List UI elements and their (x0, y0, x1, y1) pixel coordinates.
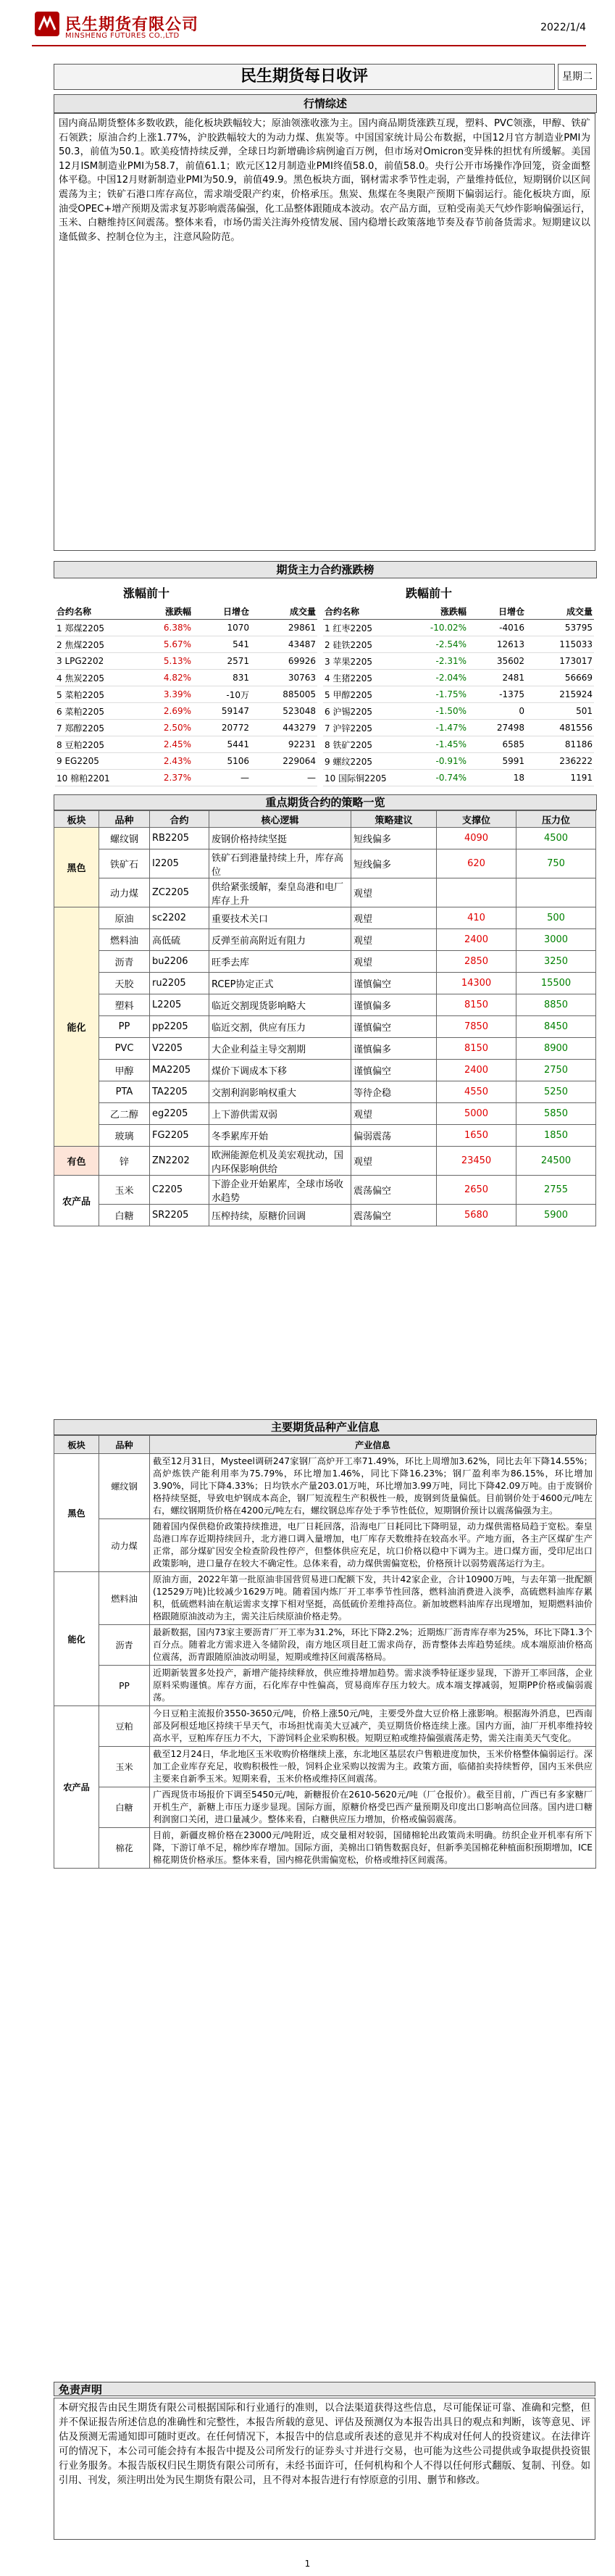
contract-row (55, 720, 317, 736)
list-header-row (55, 603, 317, 620)
core-logic: 临近交割，供应有压力 (209, 1016, 351, 1038)
resistance-level (516, 878, 596, 907)
column-header: 合约 (150, 811, 209, 828)
core-logic: 上下游供需双弱 (209, 1103, 351, 1125)
products-heading: 主要期货品种产业信息 (54, 1419, 597, 1435)
change-pct: 6.38% (142, 620, 193, 636)
product-info-row (54, 1828, 596, 1869)
contract-name: 6 菜粕2205 (55, 703, 142, 720)
market-review-text: 国内商品期货整体多数收跌，能化板块跌幅较大；原油领涨收涨为主。国内商品期货涨跌互现，塑料、PVC领涨，甲醇、铁矿石领跌；原油合约上涨1.77%，沪胶跌幅较大的为动力煤、焦炭等。中国国家统计局公布数据，中国12月官方制造业PMI为50.3，前值为50.1。欧美疫情持续反弹，全球日均新增确诊病例逾百万例，但市场对Omicron变异株的担忧有所缓解。美国12月ISM制造业PMI为58.7，前值61.1；欧元区12月制造业PMI终值58.0，前值58.0。央行公开市场操作净回笼，资金面整体平稳。中国12月财新制造业PMI为50.9，前值49.9。黑色板块方面，钢材需求季节性走弱，产量维持低位，短期钢价以区间震荡为主；铁矿石港口库存高位，需求端受限产约束，价格承压。焦炭、焦煤在冬奥限产预期下偏弱运行。能化板块方面，原油受OPEC+增产预期及需求复苏影响震荡偏强，化工品整体跟随成本波动。农产品方面，豆粕受南美天气炒作影响偏强运行，玉米、白糖维持区间震荡。整体来看，市场仍需关注海外疫情发展、国内稳增长政策落地节奏及春节前备货需求。短期建议以逢低做多、控制仓位为主，注意风险防范。 (54, 113, 595, 551)
support-level: 410 (437, 907, 516, 929)
contract-name: 2 硅铁2205 (323, 636, 413, 653)
contract-code: FG2205 (150, 1125, 209, 1147)
product-name: 玉米 (99, 1747, 150, 1787)
contract-code: SR2205 (150, 1205, 209, 1226)
contract-row (55, 753, 317, 770)
contract-name: 1 红枣2205 (323, 620, 413, 636)
support-level: 2400 (437, 1060, 516, 1081)
contract-name: 8 豆粕2205 (55, 736, 142, 753)
product-name: 白糖 (99, 1787, 150, 1828)
product-name: 沥青 (99, 1625, 150, 1666)
product-name: 螺纹钢 (99, 1454, 150, 1519)
contract-name: 7 郑醇2205 (55, 720, 142, 736)
product-name: 玻璃 (99, 1125, 150, 1147)
company-name-cn: 民生期货有限公司 (65, 16, 199, 34)
position-change: 2481 (468, 670, 526, 686)
volume: 1191 (526, 770, 594, 786)
sector-label: 农产品 (54, 1706, 99, 1869)
product-info-row (54, 1747, 596, 1787)
change-pct: -0.74% (413, 770, 468, 786)
contract-row (55, 736, 317, 753)
strategy-row (54, 1147, 596, 1176)
market-review-heading: 行情综述 (54, 94, 597, 113)
volume: 115033 (526, 636, 594, 653)
resistance-level: 3000 (516, 929, 596, 951)
contract-code: sc2202 (150, 907, 209, 929)
volume: 81186 (526, 736, 594, 753)
strategy-table (54, 810, 596, 1226)
support-level: 5000 (437, 1103, 516, 1125)
contract-name: 3 苹果2205 (323, 653, 413, 670)
volume: 53795 (526, 620, 594, 636)
change-pct: 2.50% (142, 720, 193, 736)
strategy-row (54, 1038, 596, 1060)
volume: 30763 (251, 670, 317, 686)
support-level: 2400 (437, 929, 516, 951)
core-logic: 反弹至前高附近有阻力 (209, 929, 351, 951)
industry-info: 近期新装置多处投产，新增产能持续释放，供应维持增加趋势。需求淡季特征逐步显现，下游开工率回落，企业原料采购谨慎。库存方面，石化库存中性偏高，贸易商库存压力较大。成本端支撑减弱，短期PP价格或偏弱震荡。 (150, 1666, 596, 1706)
contract-row (323, 620, 594, 636)
column-header: 板块 (54, 1436, 99, 1454)
position-change: 12613 (468, 636, 526, 653)
product-name: 玉米 (99, 1176, 150, 1205)
position-change: — (193, 770, 251, 786)
support-level: 23450 (437, 1147, 516, 1176)
strategy-advice: 观望 (351, 907, 437, 929)
resistance-level: 2755 (516, 1176, 596, 1205)
column-header: 日增仓 (193, 603, 251, 620)
strategy-advice: 谨慎偏多 (351, 1038, 437, 1060)
product-name: 锌 (99, 1147, 150, 1176)
position-change: 6585 (468, 736, 526, 753)
support-level: 2850 (437, 951, 516, 973)
report-header (0, 0, 615, 49)
contract-row (323, 770, 594, 786)
product-name: 燃料油 (99, 929, 150, 951)
strategy-advice: 观望 (351, 951, 437, 973)
contract-row (323, 720, 594, 736)
volume: 92231 (251, 736, 317, 753)
list-header-row (323, 603, 594, 620)
product-info-row (54, 1519, 596, 1572)
strategy-row (54, 878, 596, 907)
product-info-row (54, 1787, 596, 1828)
resistance-level: 2750 (516, 1060, 596, 1081)
product-name: 铁矿石 (99, 849, 150, 878)
core-logic: 煤价下调成本下移 (209, 1060, 351, 1081)
position-change: 1070 (193, 620, 251, 636)
sector-label: 农产品 (54, 1176, 99, 1226)
contract-name: 5 菜粕2205 (55, 686, 142, 703)
volume: — (251, 770, 317, 786)
contract-name: 10 国际铜2205 (323, 770, 413, 786)
industry-info: 截至12月31日，Mysteel调研247家钢厂高炉开工率71.49%，环比上周增加3.62%，同比去年下降14.55%；高炉炼铁产能利用率为75.79%，环比增加1.46%，同比下降16.23%；钢厂盈利率为86.15%，环比增加3.90%，同比下降4.33%；日均铁水产量203.01万吨，环比增加3.99万吨，同比下降42.09万吨。由于废钢价格持续坚挺，导致电炉钢成本高企，钢厂短流程生产积极性一般，废钢到货量偏低。目前钢价处于4600元/吨左右，螺纹钢期货价格在4200元/吨左右，螺纹钢总库存处于季节性低位，短期钢价预计以震荡偏强为主。 (150, 1454, 596, 1519)
product-name: PTA (99, 1081, 150, 1103)
strategy-header-row (54, 811, 596, 828)
sector-label: 能化 (54, 907, 99, 1147)
resistance-level: 1850 (516, 1125, 596, 1147)
contract-row (323, 753, 594, 770)
strategy-row (54, 1125, 596, 1147)
product-name: 白糖 (99, 1205, 150, 1226)
volume: 523048 (251, 703, 317, 720)
change-pct: -2.04% (413, 670, 468, 686)
contract-name: 10 棉粕2201 (55, 770, 142, 786)
contract-code: ZN2202 (150, 1147, 209, 1176)
resistance-level: 5900 (516, 1205, 596, 1226)
strategy-row (54, 1176, 596, 1205)
resistance-level: 8850 (516, 994, 596, 1016)
change-pct: -0.91% (413, 753, 468, 770)
position-change: 27498 (468, 720, 526, 736)
strategy-row (54, 1060, 596, 1081)
product-name: 燃料油 (99, 1572, 150, 1625)
gainers-table (55, 603, 317, 786)
change-pct: 2.43% (142, 753, 193, 770)
strategy-advice: 偏弱震荡 (351, 1125, 437, 1147)
contract-row (323, 653, 594, 670)
page-title: 民生期货每日收评 (54, 64, 555, 90)
support-level (437, 878, 516, 907)
contract-row (55, 653, 317, 670)
core-logic: 冬季累库开始 (209, 1125, 351, 1147)
company-name-en: MINSHENG FUTURES CO.,LTD (65, 32, 180, 40)
column-header: 成交量 (526, 603, 594, 620)
column-header: 板块 (54, 811, 99, 828)
volume: 236222 (526, 753, 594, 770)
contract-name: 4 焦炭2205 (55, 670, 142, 686)
contract-code: RB2205 (150, 828, 209, 849)
contract-code: 高低硫 (150, 929, 209, 951)
change-pct: 3.39% (142, 686, 193, 703)
position-change: 2571 (193, 653, 251, 670)
position-change: 831 (193, 670, 251, 686)
industry-info: 截至12月24日，华北地区玉米收购价格继续上涨，东北地区基层农户售粮进度加快，玉米价格整体偏弱运行。深加工企业库存充足，收购积极性一般，饲料企业采购以按需为主。政策方面，临储拍卖持续暂停，国内玉米供应主要来自新季玉米。短期来看，玉米价格或维持区间震荡。 (150, 1747, 596, 1787)
contract-name: 6 沪锡2205 (323, 703, 413, 720)
position-change: 0 (468, 703, 526, 720)
strategy-row (54, 1081, 596, 1103)
product-name: 原油 (99, 907, 150, 929)
support-level: 8150 (437, 994, 516, 1016)
contract-row (55, 620, 317, 636)
strategy-advice: 谨慎偏空 (351, 1060, 437, 1081)
product-info-row (54, 1454, 596, 1519)
product-name: 螺纹钢 (99, 828, 150, 849)
column-header: 合约名称 (55, 603, 142, 620)
contract-code: V2205 (150, 1038, 209, 1060)
position-change: 35602 (468, 653, 526, 670)
contract-name: 4 生猪2205 (323, 670, 413, 686)
product-name: 动力煤 (99, 878, 150, 907)
contract-row (323, 736, 594, 753)
strategy-advice: 谨慎偏多 (351, 994, 437, 1016)
resistance-level: 500 (516, 907, 596, 929)
contract-code: C2205 (150, 1176, 209, 1205)
contract-name: 5 甲醇2205 (323, 686, 413, 703)
core-logic: 欧洲能源危机及美宏观扰动，国内环保影响供给 (209, 1147, 351, 1176)
column-header: 策略建议 (351, 811, 437, 828)
support-level: 8150 (437, 1038, 516, 1060)
strategy-advice: 短线偏多 (351, 828, 437, 849)
industry-info: 原油方面，2022年第一批原油非国营贸易进口配额下发，共计42家企业，合计10900万吨，与去年第一批配额(12529万吨)比较减少1629万吨。随着国内炼厂开工率季节性回落，燃料油消费进入淡季，高硫燃料油库存累积，低硫燃料油在航运需求支撑下相对坚挺，高低硫价差维持高位。新加坡燃料油库存出现增加，短期燃料油价格跟随原油波动为主，需关注后续原油价格走势。 (150, 1572, 596, 1625)
strategy-heading: 重点期货合约的策略一览 (54, 794, 597, 810)
column-header: 成交量 (251, 603, 317, 620)
contract-row (323, 703, 594, 720)
volume: 43487 (251, 636, 317, 653)
volume: 501 (526, 703, 594, 720)
product-info-row (54, 1625, 596, 1666)
core-logic: 临近交割现货影响略大 (209, 994, 351, 1016)
core-logic: 重要技术关口 (209, 907, 351, 929)
contract-code: L2205 (150, 994, 209, 1016)
support-level: 4090 (437, 828, 516, 849)
product-name: 动力煤 (99, 1519, 150, 1572)
core-logic: 下游企业开始累库，全球市场收水趋势 (209, 1176, 351, 1205)
position-change: -4016 (468, 620, 526, 636)
weekday-label: 星期二 (558, 64, 597, 90)
core-logic: 大企业利益主导交割期 (209, 1038, 351, 1060)
contract-code: I2205 (150, 849, 209, 878)
header-divider (32, 45, 586, 46)
page-number: 1 (304, 2559, 311, 2569)
column-header: 品种 (99, 1436, 150, 1454)
core-logic: 供给紧张缓解，秦皇岛港和电厂库存上升 (209, 878, 351, 907)
disclaimer-text: 本研究报告由民生期货有限公司根据国际和行业通行的准则，以合法渠道获得这些信息，尽可能保证可靠、准确和完整，但并不保证报告所述信息的准确性和完整性，本报告所载的意见、评估及预测仅为本报告出具日的观点和判断，该等意见、评估及预测无需通知即可随时更改。在任何情况下，本报告中的信息或所表述的意见并不构成对任何人的投资建议。在法律许可的情况下，本公司可能会持有本报告中提及公司所发行的证券头寸并进行交易，也可能为这些公司提供或争取提供投资银行业务服务。本报告版权归民生期货有限公司所有，未经书面许可，任何机构和个人不得以任何形式翻版、复制、刊登。如引用、刊发，须注明出处为民生期货有限公司，且不得对本报告进行有悖原意的引用、删节和修改。 (54, 2398, 595, 2540)
contract-row (55, 670, 317, 686)
industry-info: 今日豆粕主流报价3550-3650元/吨，价格上涨50元/吨，主要受外盘大豆价格上涨影响。根据海外消息，巴西南部及阿根廷地区持续干旱天气，市场担忧南美大豆减产，美豆期货价格连续上涨。国内方面，油厂开机率维持较高水平，豆粕库存压力不大，下游饲料企业采购积极。短期豆粕或维持偏强震荡走势，需关注南美天气变化。 (150, 1706, 596, 1747)
strategy-advice: 震荡偏空 (351, 1205, 437, 1226)
sector-label: 能化 (54, 1572, 99, 1706)
strategy-row (54, 973, 596, 994)
sector-label: 有色 (54, 1147, 99, 1176)
strategy-advice: 观望 (351, 878, 437, 907)
product-info-row (54, 1572, 596, 1625)
contract-code: ZC2205 (150, 878, 209, 907)
resistance-level: 8450 (516, 1016, 596, 1038)
change-pct: -2.54% (413, 636, 468, 653)
product-name: PVC (99, 1038, 150, 1060)
strategy-advice: 谨慎偏空 (351, 973, 437, 994)
strategy-row (54, 1205, 596, 1226)
products-table (54, 1435, 596, 1869)
contract-row (55, 770, 317, 786)
core-logic: RCEP协定正式 (209, 973, 351, 994)
position-change: 5991 (468, 753, 526, 770)
product-name: PP (99, 1016, 150, 1038)
contract-name: 8 铁矿2205 (323, 736, 413, 753)
strategy-row (54, 951, 596, 973)
resistance-level: 15500 (516, 973, 596, 994)
column-header: 品种 (99, 811, 150, 828)
product-name: 乙二醇 (99, 1103, 150, 1125)
contract-row (55, 686, 317, 703)
strategy-advice: 震荡偏空 (351, 1176, 437, 1205)
top-contracts-heading: 期货主力合约涨跌榜 (54, 561, 597, 578)
column-header: 支撑位 (437, 811, 516, 828)
contract-name: 1 郑煤2205 (55, 620, 142, 636)
change-pct: -1.75% (413, 686, 468, 703)
product-info-row (54, 1666, 596, 1706)
change-pct: 2.45% (142, 736, 193, 753)
product-name: 沥青 (99, 951, 150, 973)
position-change: 5106 (193, 753, 251, 770)
strategy-advice: 观望 (351, 929, 437, 951)
position-change: 18 (468, 770, 526, 786)
losers-title: 跌幅前十 (406, 586, 453, 600)
contract-code: eg2205 (150, 1103, 209, 1125)
contract-name: 7 沪锌2205 (323, 720, 413, 736)
contract-code: TA2205 (150, 1081, 209, 1103)
strategy-row (54, 994, 596, 1016)
volume: 443279 (251, 720, 317, 736)
product-name: 塑料 (99, 994, 150, 1016)
column-header: 核心逻辑 (209, 811, 351, 828)
strategy-row (54, 849, 596, 878)
column-header: 日增仓 (468, 603, 526, 620)
contract-row (55, 636, 317, 653)
core-logic: 交割利润影响权重大 (209, 1081, 351, 1103)
volume: 173017 (526, 653, 594, 670)
resistance-level: 3250 (516, 951, 596, 973)
strategy-advice: 观望 (351, 1103, 437, 1125)
contract-code: MA2205 (150, 1060, 209, 1081)
resistance-level: 5850 (516, 1103, 596, 1125)
products-header-row (54, 1436, 596, 1454)
change-pct: 5.13% (142, 653, 193, 670)
resistance-level: 5250 (516, 1081, 596, 1103)
support-level: 5680 (437, 1205, 516, 1226)
industry-info: 随着国内保供稳价政策持续推进，电厂日耗回落，沿海电厂日耗同比下降明显，动力煤供需格局趋于宽松。秦皇岛港口库存近期持续回升，北方港口调入量增加，电厂库存天数维持在较高水平。产地方面，各主产区煤矿生产正常，部分煤矿因安全检查阶段性停产，但整体供应充足，坑口价格以稳中下调为主。进口煤方面，受印尼出口政策影响，进口量存在较大不确定性。总体来看，动力煤供需偏宽松，价格预计以弱势震荡运行为主。 (150, 1519, 596, 1572)
volume: 56669 (526, 670, 594, 686)
sector-label: 黑色 (54, 828, 99, 907)
contract-name: 9 EG2205 (55, 753, 142, 770)
volume: 229064 (251, 753, 317, 770)
industry-info: 广西现货市场报价下调至5450元/吨，新糖报价在2610-5620元/吨（厂仓报价）。截至目前，广西已有多家糖厂开机生产，新糖上市压力逐步显现。国际方面，原糖价格受巴西产量预期及印度出口影响高位回落。国内进口糖利润窗口关闭，进口量减少。整体来看，白糖供应压力增加，价格或偏弱震荡。 (150, 1787, 596, 1828)
resistance-level: 24500 (516, 1147, 596, 1176)
change-pct: -1.50% (413, 703, 468, 720)
strategy-row (54, 828, 596, 849)
contract-name: 2 焦煤2205 (55, 636, 142, 653)
contract-row (55, 703, 317, 720)
core-logic: 铁矿石到港量持续上升，库存高位 (209, 849, 351, 878)
contract-code: bu2206 (150, 951, 209, 973)
core-logic: 旺季去库 (209, 951, 351, 973)
strategy-row (54, 907, 596, 929)
contract-code: pp2205 (150, 1016, 209, 1038)
gainers-title: 涨幅前十 (123, 586, 170, 600)
disclaimer-heading: 免责声明 (54, 2382, 595, 2396)
change-pct: -1.45% (413, 736, 468, 753)
change-pct: -2.31% (413, 653, 468, 670)
resistance-level: 750 (516, 849, 596, 878)
column-header: 产业信息 (150, 1436, 596, 1454)
column-header: 压力位 (516, 811, 596, 828)
position-change: -1375 (468, 686, 526, 703)
contract-row (323, 686, 594, 703)
change-pct: 2.69% (142, 703, 193, 720)
core-logic: 压榨持续，原糖价回调 (209, 1205, 351, 1226)
change-pct: 2.37% (142, 770, 193, 786)
resistance-level: 8900 (516, 1038, 596, 1060)
strategy-row (54, 1016, 596, 1038)
position-change: 20772 (193, 720, 251, 736)
product-name: 棉花 (99, 1828, 150, 1869)
volume: 885005 (251, 686, 317, 703)
sector-label: 黑色 (54, 1454, 99, 1572)
position-change: -10万 (193, 686, 251, 703)
volume: 481556 (526, 720, 594, 736)
position-change: 541 (193, 636, 251, 653)
industry-info: 最新数据，国内73家主要沥青厂开工率为31.2%，环比下降2.2%；近期炼厂沥青库存率为25%，环比下降1.3个百分点。随着北方需求进入冬储阶段，南方地区项目赶工需求尚存，沥青整体去库趋势延续。成本端原油价格高位震荡，沥青跟随原油波动明显，短期或维持区间震荡格局。 (150, 1625, 596, 1666)
column-header: 合约名称 (323, 603, 413, 620)
contract-name: 3 LPG2202 (55, 653, 142, 670)
strategy-advice: 谨慎偏空 (351, 1016, 437, 1038)
company-logo-icon (35, 12, 59, 36)
contract-name: 9 螺纹2205 (323, 753, 413, 770)
strategy-row (54, 1103, 596, 1125)
change-pct: -1.47% (413, 720, 468, 736)
industry-info: 目前，新疆皮棉价格在23000元/吨附近，成交量相对较弱，国储棉轮出政策尚未明确。纺织企业开机率有所下降，下游订单不足，棉纱库存增加。国际方面，美棉出口销售数据良好，但新季美国棉花种植面积预期增加，ICE棉花期货价格承压。整体来看，国内棉花供需偏宽松，价格或维持区间震荡。 (150, 1828, 596, 1869)
change-pct: -10.02% (413, 620, 468, 636)
position-change: 5441 (193, 736, 251, 753)
product-name: 天胶 (99, 973, 150, 994)
change-pct: 4.82% (142, 670, 193, 686)
volume: 69926 (251, 653, 317, 670)
product-name: 甲醇 (99, 1060, 150, 1081)
strategy-advice: 等待企稳 (351, 1081, 437, 1103)
support-level: 1650 (437, 1125, 516, 1147)
strategy-row (54, 929, 596, 951)
contract-row (323, 670, 594, 686)
core-logic: 废钢价格持续坚挺 (209, 828, 351, 849)
support-level: 7850 (437, 1016, 516, 1038)
support-level: 2650 (437, 1176, 516, 1205)
product-name: 豆粕 (99, 1706, 150, 1747)
column-header: 涨跌幅 (142, 603, 193, 620)
report-date: 2022/1/4 (540, 22, 586, 33)
contract-code: ru2205 (150, 973, 209, 994)
position-change: 59147 (193, 703, 251, 720)
losers-table (323, 603, 594, 786)
change-pct: 5.67% (142, 636, 193, 653)
product-info-row (54, 1706, 596, 1747)
strategy-advice: 短线偏多 (351, 849, 437, 878)
support-level: 620 (437, 849, 516, 878)
support-level: 4550 (437, 1081, 516, 1103)
resistance-level: 4500 (516, 828, 596, 849)
product-name: PP (99, 1666, 150, 1706)
strategy-advice: 观望 (351, 1147, 437, 1176)
volume: 215924 (526, 686, 594, 703)
column-header: 涨跌幅 (413, 603, 468, 620)
support-level: 14300 (437, 973, 516, 994)
volume: 29861 (251, 620, 317, 636)
contract-row (323, 636, 594, 653)
